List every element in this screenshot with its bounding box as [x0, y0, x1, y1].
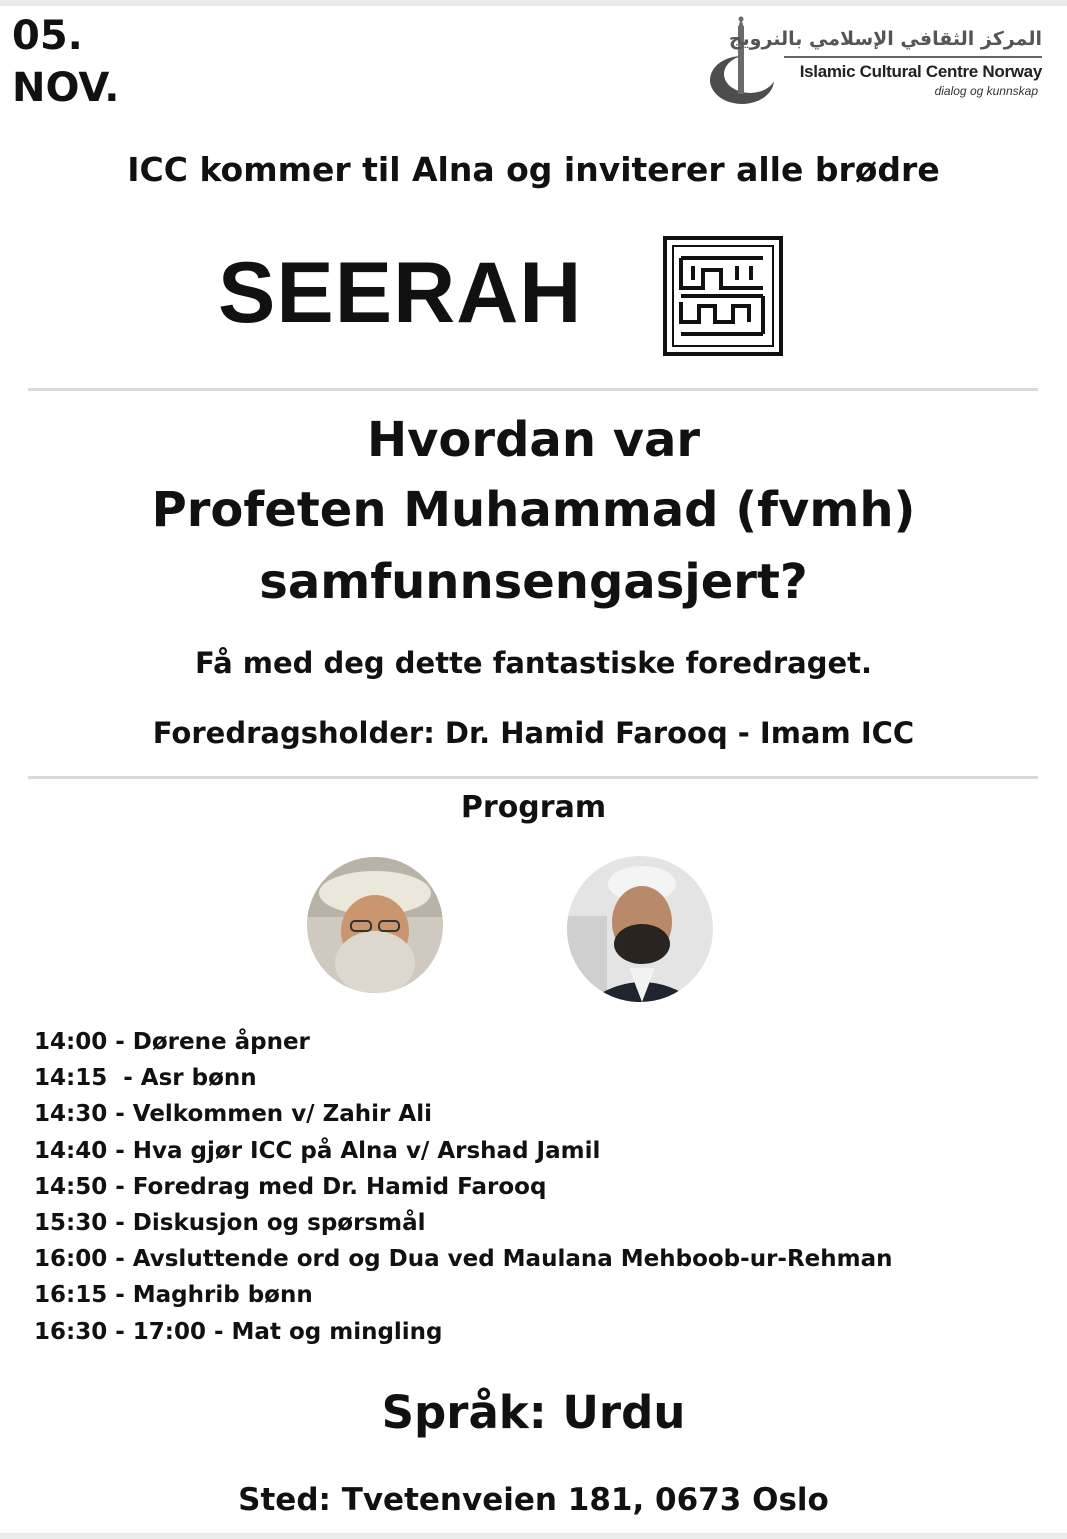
- icc-logo: [700, 16, 1050, 116]
- schedule-item: 15:30 - Diskusjon og spørsmål: [34, 1210, 426, 1237]
- schedule-item: 16:00 - Avsluttende ord og Dua ved Maulana Mehboob-ur-Rehman: [34, 1246, 893, 1273]
- question-line-3: samfunnsengasjert?: [259, 554, 808, 610]
- top-border: [0, 0, 1067, 6]
- logo-arabic-name: المركز الثقافي الإسلامي بالنرويج: [728, 28, 1042, 50]
- schedule-item: 14:50 - Foredrag med Dr. Hamid Farooq: [34, 1173, 547, 1200]
- logo-name: Islamic Cultural Centre Norway: [799, 62, 1042, 81]
- bottom-border: [0, 1533, 1067, 1539]
- schedule-item: 14:30 - Velkommen v/ Zahir Ali: [34, 1101, 432, 1128]
- schedule-item: 16:15 - Maghrib bønn: [34, 1282, 313, 1309]
- event-title: SEERAH: [218, 245, 583, 341]
- schedule-item: 14:15 - Asr bønn: [34, 1065, 257, 1092]
- invite-line: ICC kommer til Alna og inviterer alle brødre: [127, 150, 940, 189]
- program-heading: Program: [460, 790, 607, 825]
- subtitle: Få med deg dette fantastiske foredraget.: [194, 646, 873, 680]
- date-day: 05.: [12, 13, 83, 59]
- logo-tagline: dialog og kunnskap: [934, 84, 1038, 98]
- speaker-photo-1: [307, 857, 443, 993]
- divider-top: [28, 388, 1038, 391]
- logo-rule: [784, 56, 1042, 58]
- kufic-calligraphy-seal-icon: [663, 236, 783, 356]
- schedule-item: 14:40 - Hva gjør ICC på Alna v/ Arshad Jamil: [34, 1137, 601, 1164]
- question-line-1: Hvordan var: [366, 412, 701, 468]
- language-line: Språk: Urdu: [381, 1386, 686, 1439]
- divider-bottom: [28, 776, 1038, 779]
- schedule-list: [34, 1024, 893, 1350]
- speaker-line: Foredragsholder: Dr. Hamid Farooq - Imam ICC: [152, 716, 915, 750]
- speaker-photo-2: [567, 856, 713, 1002]
- venue-line: Sted: Tvetenveien 181, 0673 Oslo: [238, 1482, 829, 1518]
- schedule-item: 16:30 - 17:00 - Mat og mingling: [34, 1318, 443, 1345]
- question-line-2: Profeten Muhammad (fvmh): [151, 482, 916, 538]
- schedule-item: 14:00 - Dørene åpner: [34, 1029, 310, 1055]
- event-date: [12, 10, 119, 114]
- date-month: NOV.: [12, 65, 120, 111]
